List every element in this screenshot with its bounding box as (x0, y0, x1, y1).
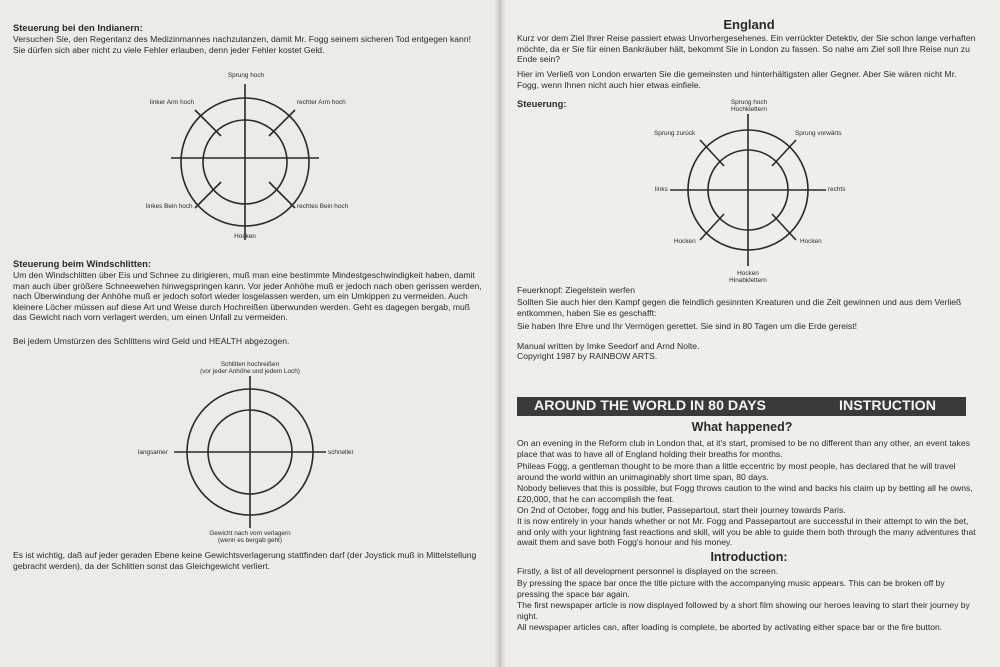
indianer-heading: Steuerung bei den Indianern: (13, 22, 143, 33)
d3-label-left: links (655, 186, 668, 193)
d3-label-top-line2: Hochklettern (731, 106, 767, 114)
banner-instruction: INSTRUCTION (839, 398, 936, 414)
england-text-2: Hier im Verließ von London erwarten Sie die gemeinsten und hinterhältigsten aller Gegner. Aber Sie wären nicht Mr. Fogg, wenn Ihnen nicht auch hier etwas einfiele. (517, 69, 957, 90)
intro-paragraph-3: The first newspaper article is now displayed followed by a short film showing our heroes leaving to start their journey by night. (517, 600, 970, 621)
d3-label-right: rechts (828, 186, 846, 193)
d3-label-top-left: Sprung zurück (654, 130, 696, 137)
d3-label-bottom-line2: Hinabklettern (729, 277, 767, 285)
end-text-2: Sie haben Ihre Ehre und Ihr Vermögen gerettet. Sie sind in 80 Tagen um die Erde gereist! (517, 321, 857, 331)
d2-label-left: langsamer (138, 449, 168, 456)
intro-paragraph-4: All newspaper articles can, after loading is complete, be aborted by activating either space bar or the fire button. (517, 622, 943, 632)
d1-label-bottom-left: linkes Bein hoch (146, 203, 193, 210)
intro-paragraph-2: By pressing the space bar once the title picture with the accompanying music appears. This can be broken off by pressing the space bar again. (517, 578, 945, 599)
d3-label-top-line1: Sprung hoch (730, 99, 768, 106)
joystick-diagram-windschlitten (172, 374, 328, 530)
d2-label-top-line1: Schlitten hochreißen (220, 361, 280, 368)
d2-label-bottom (209, 530, 290, 545)
introduction-title: Introduction: (710, 550, 788, 564)
what-paragraph-5: It is now entirely in your hands whether or not Mr. Fogg and Passepartout are successful in their attempt to win the bet, and only with your lightning fast reactions and skill, will you be able to guide them both through the many adventures that await them and save both Fogg's honour and his money. (517, 516, 976, 548)
instruction-banner (517, 397, 966, 416)
windschlitten-heading: Steuerung beim Windschlitten: (13, 258, 151, 269)
what-paragraph-2: Phileas Fogg, a gentleman thought to be more than a little eccentric by most people, has declared that he will travel around the world within an unimaginably short time span, 80 days. (517, 461, 956, 482)
d3-label-bottom (729, 270, 767, 285)
what-paragraph-4: On 2nd of October, fogg and his butler, Passepartout, start their journey towards Paris. (517, 505, 846, 515)
england-text: Kurz vor dem Ziel Ihrer Reise passiert etwas Unvorhergesehenes. Ein verrückter Detektiv, der Sie schon lange verhaften möchte, da er Sie für einen Bankräuber hält, bekommt Sie in London zu fassen. So nahe am Ziel soll Ihre Reise nun zu Ende sein? (517, 33, 976, 65)
d1-label-top: Sprung hoch (227, 72, 265, 79)
steuerung-label: Steuerung: (517, 98, 567, 109)
d2-label-bottom-line1: Gewicht nach vorn verlagern (209, 530, 291, 537)
d3-label-bottom-right: Hocken (800, 238, 822, 245)
d1-label-top-left: linker Arm hoch (150, 99, 195, 106)
d3-label-bottom-line1: Hocken (737, 270, 759, 277)
end-text: Sollten Sie auch hier den Kampf gegen die feindlich gesinnten Kreaturen und die Zeit gewinnen und aus dem Verließ entkommen, haben Sie es geschafft: (517, 297, 962, 318)
banner-title: AROUND THE WORLD IN 80 DAYS (534, 398, 767, 414)
d3-label-bottom-left: Hocken (674, 238, 696, 245)
d3-label-top-right: Sprung vorwärts (795, 130, 842, 137)
what-paragraph-3: Nobody believes that this is possible, but Fogg throws caution to the wind and backs his claim up by betting all he owns, £20,000, that he can accomplish the feat. (517, 483, 973, 504)
gewicht-text: Es ist wichtig, daß auf jeder geraden Ebene keine Gewichtsverlagerung stattfinden darf (der Joystick muß in Mittelstellung gebracht werden), da der Schlitten sonst das Gleichgewicht verliert. (13, 550, 477, 571)
credits-author: Manual written by Imke Seedorf and Arnd Nolte. (517, 341, 700, 351)
what-happened-title: What happened? (691, 420, 793, 434)
d2-label-top (200, 361, 300, 376)
d2-label-right: schneller (328, 449, 354, 456)
intro-paragraph-1: Firstly, a list of all development personnel is displayed on the screen. (517, 566, 779, 576)
what-paragraph-1: On an evening in the Reform club in London that, at it's start, promised to be no different than any other, an event takes place that was to have all of England holding their breaths for months. (517, 438, 970, 459)
indianer-text: Versuchen Sie, den Regentanz des Medizinmannes nachzutanzen, damit Mr. Fogg seinem sicheren Tod entgegen kann! Sie dürfen sich aber nicht zu viele Fehler erlauben, denn jeder Fehler kostet Geld. (13, 34, 471, 55)
d2-label-bottom-line2: (wenn es bergab geht) (218, 537, 282, 545)
d1-label-bottom-right: rechtes Bein hoch (297, 203, 349, 210)
d3-label-top (731, 99, 767, 114)
england-title: England (723, 17, 775, 32)
windschlitten-text: Um den Windschlitten über Eis und Schnee zu dirigieren, muß man eine bestimmte Mindestgeschwindigkeit haben, damit man auch über größere Schneewehen hinwegspringen kann. Vor jeder Anhöhe muß er jedoch nach oben gerissen werden, nach Überwindung der Anhöhe muß er jedoch sofort wieder losgelassen werden, um ein Umkippen zu vermeiden. Auch kleinere Löcher müssen auf diese Art und Weise durch Hochreißen überwunden werden. Geht es dagegen bergab, muß das Gewicht nach vorn verlagert werden, um einen Unfall zu vermeiden. (13, 270, 482, 323)
credits-copyright: Copyright 1987 by RAINBOW ARTS. (517, 351, 658, 361)
windschlitten-text-2: Bei jedem Umstürzen des Schlittens wird Geld und HEALTH abgezogen. (13, 336, 290, 346)
d2-label-top-line2: (vor jeder Anhöhe und jedem Loch) (200, 368, 300, 376)
feuerknopf-text: Feuerknopf: Ziegelstein werfen (517, 285, 635, 295)
d1-label-bottom: Hocken (234, 233, 256, 240)
d1-label-top-right: rechter Arm hoch (297, 99, 346, 106)
book-gutter (494, 0, 506, 667)
